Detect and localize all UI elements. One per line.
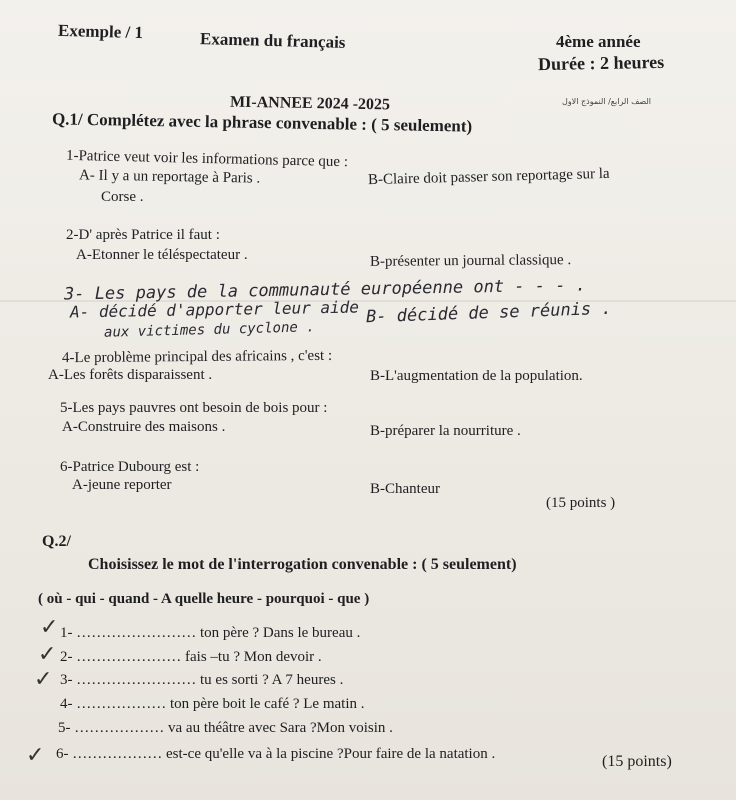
q2-label: Q.2/ [42,533,71,550]
q2-word-options: ( où - qui - quand - A quelle heure - pourquoi - que ) [38,591,370,607]
q1-item-5-stem: 5-Les pays pauvres ont besoin de bois pour : [60,400,328,416]
exemple-label: Exemple / 1 [57,20,144,43]
q1-item-3-stem-handwritten: 3- Les pays de la communauté européenne ont - - - . [63,275,587,305]
q2-item-3-text: tu es sorti ? A 7 heures . [200,672,344,688]
check-mark-4: ✓ [26,743,45,768]
q1-item-4-option-a: A-Les forêts disparaissent . [48,367,213,383]
q2-row-1 [60,625,360,642]
q2-row-5 [58,720,393,737]
q2-item-3-number: 3- [60,672,73,688]
q2-item-4-blank: ……………… [76,696,167,712]
q1-item-2-stem: 2-D' après Patrice il faut : [66,227,220,243]
q2-row-2 [60,649,322,666]
q2-points: (15 points) [602,753,672,770]
q2-item-6-number: 6- [56,746,69,762]
q1-item-1-option-a: A- Il y a un reportage à Paris . [78,167,261,187]
q2-item-6-blank: ……………… [72,746,163,762]
q2-item-5-text: va au théâtre avec Sara ?Mon voisin . [168,720,393,736]
q1-item-5-option-a: A-Construire des maisons . [62,419,226,435]
q2-item-2-blank: ………………… [76,649,182,665]
q1-item-3-option-b-handwritten: B- décidé de se réunis . [365,298,612,328]
q2-row-6 [56,746,495,763]
q2-item-6-text: est-ce qu'elle va à la piscine ?Pour faire de la natation . [166,746,496,762]
exam-title: Examen du français [199,29,346,52]
q1-heading: Q.1/ Complétez avec la phrase convenable : ( 5 seulement) [51,109,473,136]
check-mark-1: ✓ [40,615,59,640]
q1-item-4-stem: 4-Le problème principal des africains , c'est : [61,347,333,367]
check-mark-2: ✓ [38,642,57,667]
duration-label: Durée : 2 heures [537,51,665,75]
q1-item-5-option-b: B-préparer la nourriture . [370,423,521,439]
arabic-note: الصف الرابع/ النموذج الاول [562,97,652,106]
session-label: MI-ANNEE 2024 -2025 [229,93,391,114]
q2-row-3 [60,672,343,689]
q1-item-2-option-b: B-présenter un journal classique . [369,252,572,270]
q2-heading: Choisissez le mot de l'interrogation convenable : ( 5 seulement) [88,556,517,573]
q1-item-1-option-b-cont: Corse . [101,189,144,205]
q2-item-1-number: 1- [60,625,73,641]
q2-item-5-blank: ……………… [74,720,165,736]
q2-item-4-text: ton père boit le café ? Le matin . [170,696,365,712]
q1-item-3-option-a-handwritten: A- décidé d'apporter leur aide [69,297,360,322]
q1-item-6-option-b: B-Chanteur [370,481,440,497]
q2-item-1-blank: …………………… [76,625,197,641]
q1-item-6-stem: 6-Patrice Dubourg est : [60,459,200,475]
q2-item-4-number: 4- [60,696,73,712]
q2-item-2-number: 2- [60,649,73,665]
check-mark-3: ✓ [34,667,53,692]
q2-item-2-text: fais –tu ? Mon devoir . [185,649,322,665]
q2-item-5-number: 5- [58,720,71,736]
q2-item-3-blank: …………………… [76,672,197,688]
q1-points: (15 points ) [546,495,616,511]
q2-item-1-text: ton père ? Dans le bureau . [200,625,361,641]
q1-item-3-option-a-cont-handwritten: aux victimes du cyclone . [103,319,315,341]
q1-item-2-option-a: A-Etonner le téléspectateur . [76,247,248,263]
grade-label: 4ème année [556,32,641,51]
q1-item-1-option-b: B-Claire doit passer son reportage sur la [367,165,610,189]
q1-item-1-stem: 1-Patrice veut voir les informations parce que : [65,147,349,171]
q1-item-4-option-b: B-L'augmentation de la population. [370,368,583,384]
q2-row-4 [60,696,365,713]
q1-item-6-option-a: A-jeune reporter [72,477,172,493]
